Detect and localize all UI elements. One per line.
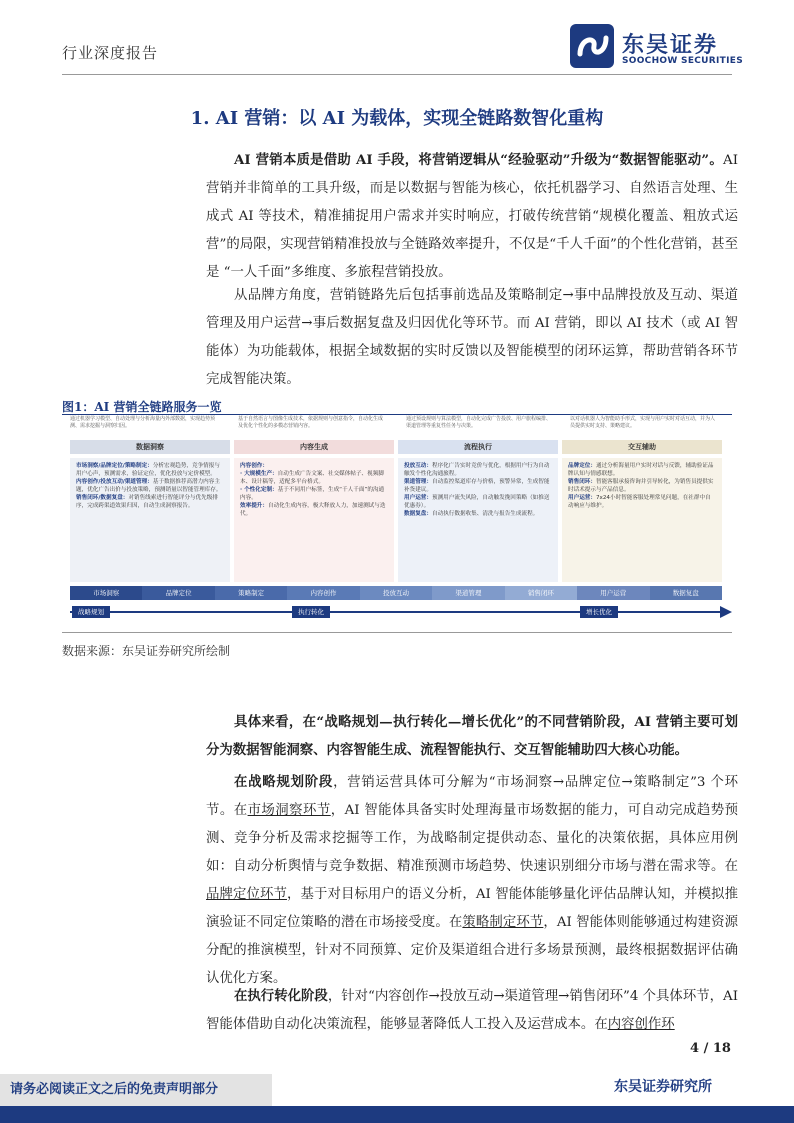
figure-stage: 策略制定 <box>215 586 287 600</box>
figure-col-desc: 通过预设规则与算法模型，自动化完成广告投放、用户旅程编排、渠道管理等重复性任务与决策。 <box>406 416 552 429</box>
figure-band-content-gen: 内容生成 <box>234 440 394 454</box>
figure-box-data-insight <box>70 458 230 582</box>
soochow-logo-icon <box>570 24 614 68</box>
figure-top-rule <box>62 414 732 415</box>
brand-logo <box>570 24 743 70</box>
figure-item: 数据复盘：自动执行数据收集、清洗与报告生成流程。 <box>404 511 539 517</box>
figure-source: 数据来源：东吴证券研究所绘制 <box>62 644 231 658</box>
figure-col-desc: 通过机器学习模型、自动处理与分析海量内外部数据，实现趋势预测、需求挖掘与洞察归因。 <box>70 416 216 429</box>
figure-stage: 内容创作 <box>287 586 359 600</box>
figure-item: 市场洞察/品牌定位/策略制定：分析宏观趋势，竞争情报与用户心声，预测需求，验证定位，优化投放与定价模型。 <box>76 463 220 477</box>
paragraph-3: 具体来看，在“战略规划—执行转化—增长优化”的不同营销阶段，AI 营销主要可划分为数据智能洞察、内容智能生成、流程智能执行、交互智能辅助四大核心功能。 <box>206 714 738 758</box>
figure-band-interaction: 交互辅助 <box>562 440 722 454</box>
paragraph-5: 在执行转化阶段，针对“内容创作→投放互动→渠道管理→销售闭环”4 个具体环节，AI 智能体借助自动化决策流程，能够显著降低人工投入及运营成本。在内容创作环 <box>206 988 738 1032</box>
footer-bar <box>0 1106 794 1123</box>
figure-band-process-exec: 流程执行 <box>398 440 558 454</box>
figure-stage: 用户运营 <box>577 586 649 600</box>
figure-stage: 品牌定位 <box>142 586 214 600</box>
page-number: 4 / 18 <box>690 1041 731 1056</box>
figure-phase: 增长优化 <box>580 606 618 618</box>
figure-stage-bar <box>70 586 722 600</box>
figure-item: 品牌定位：通过分析海量用户实时对话与反馈，辅助验证品牌认知与情感联想。 <box>568 463 714 477</box>
header-divider <box>62 74 732 75</box>
paragraph-1-lead: AI 营销本质是借助 AI 手段，将营销逻辑从“经验驱动”升级为“数据智能驱动”。 <box>234 152 724 168</box>
figure-item: 效率提升：自动化生成内容，极大释放人力，加速测试与迭代。 <box>240 503 386 517</box>
brand-name: 东吴证券 <box>622 33 719 58</box>
figure-stage: 渠道管理 <box>432 586 504 600</box>
figure-item: 投放互动：程序化广告实时竞价与优化，根据用户行为自动触发个性化沟通旅程。 <box>404 463 550 477</box>
figure-box-content-gen <box>234 458 394 582</box>
figure-title: 图1：AI 营销全链路服务一览 <box>62 400 222 414</box>
paragraph-1-body: AI 营销并非简单的工具升级，而是以数据与智能为核心，依托机器学习、自然语言处理、生成式 AI 等技术，精准捕捉用户需求并实时响应，打破传统营销“规模化覆盖、粗放式运营”的局限，实现营销精准投放与全链路效率提升，不仅是“千人千面”的个性化营销，甚至是 “一人千面”多维度、多旅程营销投放。 <box>206 153 738 280</box>
paragraph-4: 在战略规划阶段，营销运营具体可分解为“市场洞察→品牌定位→策略制定”3 个环节。在市场洞察环节，AI 智能体具备实时处理海量市场数据的能力，可自动完成趋势预测、竞争分析及需求挖掘等工作，为战略制定提供动态、量化的决策依据，具体应用例如：自动分析舆情与竞争数据、精准预测市场趋势、快速识别细分市场与潜在需求等。在品牌定位环节，基于对目标用户的语义分析，AI 智能体能够量化评估品牌认知，并模拟推演验证不同定位策略的潜在市场接受度。在策略制定环节，AI 智能体则能够通过构建资源分配的推演模型，针对不同预算、定价及渠道组合进行多场景预测，最终根据数据评估确认优化方案。 <box>206 774 739 986</box>
figure-timeline-arrow <box>70 604 734 620</box>
figure-stage: 投放互动 <box>360 586 432 600</box>
figure-stage: 销售闭环 <box>505 586 577 600</box>
figure-phase: 战略规划 <box>72 606 110 618</box>
figure-item: 销售闭环/数据复盘：对销售线索进行智能评分与优先级排序，完成跨渠道效果归因，自动生成洞察报告。 <box>76 495 218 509</box>
brand-name-en: SOOCHOW SECURITIES <box>622 56 743 66</box>
figure-item: 渠道管理：自动监控渠道库存与价格，预警异常，生成智能补货建议。 <box>404 479 550 493</box>
figure-item: 内容创作/投放互动/渠道管理：基于数据推荐高潜力内容主题，优化广告出价与投放策略，预测销量以智能管理库存。 <box>76 479 222 493</box>
figure-item: 内容创作： <box>240 463 268 469</box>
figure-item: · 大规模生产：自动生成广告文案、社交媒体帖子、视频脚本、设计稿等，适配多平台格式。 <box>240 471 384 485</box>
disclaimer-note: 请务必阅读正文之后的免责声明部分 <box>0 1074 272 1106</box>
figure-item: 用户运营：预测用户流失风险，自动触发挽回策略（如推送优惠券）。 <box>404 495 550 509</box>
paragraph-1 <box>206 146 738 287</box>
figure-item: 销售闭环：智能客服承接咨询并引导转化，为销售员提供实时话术提示与产品信息。 <box>568 479 714 493</box>
figure-col-desc: 基于自然语言与图像生成技术，依据规则与创意指令，自动化生成及优化个性化的多模态营销内容。 <box>238 416 384 429</box>
figure-col-desc: 以对话机器人为智能助手形式，实现与用户实时对话互动，并为人员提供实时支持、策略建议。 <box>570 416 716 429</box>
figure-box-process-exec <box>398 458 558 582</box>
figure-item: · 个性化定制：基于不同用户标签，生成“千人千面”的沟通内容。 <box>240 487 385 501</box>
figure-stage: 市场洞察 <box>70 586 142 600</box>
figure-stage: 数据复盘 <box>650 586 722 600</box>
figure-band-data-insight: 数据洞察 <box>70 440 230 454</box>
figure-ai-marketing-chain <box>62 416 732 626</box>
figure-phase: 执行转化 <box>292 606 330 618</box>
paragraph-2: 从品牌方角度，营销链路先后包括事前选品及策略制定→事中品牌投放及互动、渠道管理及用户运营→事后数据复盘及归因优化等环节。而 AI 营销，即以 AI 技术（或 AI 智能体）为功能载体，根据全域数据的实时反馈以及智能模型的闭环运算，帮助营销各环节完成智能决策。 <box>206 288 738 387</box>
figure-bottom-rule <box>62 632 732 633</box>
section-title: 1. AI 营销：以 AI 为载体，实现全链路数智化重构 <box>190 108 604 129</box>
institute-name: 东吴证券研究所 <box>614 1079 712 1095</box>
figure-box-interaction <box>562 458 722 582</box>
figure-item: 用户运营：7x24小时智能客服处理常见问题，在社群中自动响应与维护。 <box>568 495 711 509</box>
report-type-label: 行业深度报告 <box>62 44 159 62</box>
